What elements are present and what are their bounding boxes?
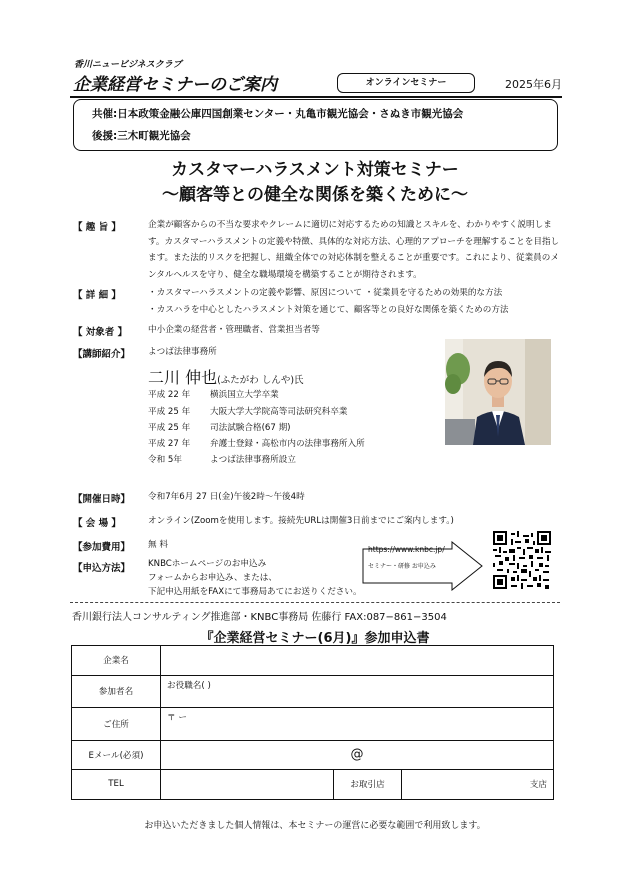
history-year-2: 平成 25 年	[148, 407, 191, 417]
history-text-5: よつば法律事務所設立	[210, 455, 296, 465]
details-label: 【 詳 細 】	[73, 290, 121, 301]
datetime-label: 【開催日時】	[73, 494, 131, 505]
participant-label: 参加者名	[72, 675, 161, 708]
history-year-3: 平成 25 年	[148, 423, 191, 433]
instructor-firm: よつば法律事務所	[148, 347, 217, 357]
address-field[interactable]	[161, 708, 554, 741]
branch-suffix: 支店	[529, 780, 547, 791]
fee-label: 【参加費用】	[73, 542, 131, 553]
application-form	[71, 645, 554, 800]
support-line: 後援:三木町観光協会	[92, 130, 191, 142]
history-text-4: 弁護士登録・高松市内の法律事務所入所	[210, 439, 365, 449]
venue-text: オンライン(Zoomを使用します。接続先URLは開催3日前までにご案内します。)	[148, 516, 454, 526]
position-prompt: お役職名( )	[167, 680, 211, 691]
datetime-text: 令和7年6月 27 日(金)午後2時〜午後4時	[148, 492, 305, 502]
details-line-2: ・カスハラを中心としたハラスメント対策を通じて、顧客等との良好な関係を築くための方法	[148, 305, 509, 315]
instructor-name: 二川 伸也	[148, 368, 218, 387]
bank-label: お取引店	[334, 770, 402, 800]
instructor-photo	[445, 339, 551, 445]
club-name: 香川ニュービジネスクラブ	[74, 60, 182, 70]
contact-info: 香川銀行法人コンサルティング推進部・KNBC事務局 佐藤行 FAX:087−861−3504	[72, 612, 447, 623]
tel-row	[72, 770, 554, 800]
cohost-line: 共催:日本政策金融公庫四国創業センター・丸亀市観光協会・さぬき市観光協会	[92, 108, 464, 120]
cut-line	[70, 602, 560, 603]
audience-text: 中小企業の経営者・管理職者、営業担当者等	[148, 325, 320, 335]
branch-field[interactable]	[402, 770, 554, 800]
company-row	[72, 646, 554, 676]
history-year-1: 平成 22 年	[148, 390, 191, 400]
participant-field[interactable]	[161, 675, 554, 708]
apply-line-3: 下記申込用紙をFAXにて事務局あてにお送りください。	[148, 587, 362, 597]
address-row	[72, 708, 554, 741]
history-text-1: 横浜国立大学卒業	[210, 390, 279, 400]
tel-label: TEL	[72, 770, 161, 800]
email-row	[72, 740, 554, 770]
instructor-name-line	[148, 365, 304, 388]
apply-label: 【申込方法】	[73, 563, 131, 574]
history-year-5: 令和 5年	[148, 455, 182, 465]
postal-prompt: 〒 ー	[167, 713, 187, 723]
history-text-2: 大阪大学大学院高等司法研究科卒業	[210, 407, 348, 417]
venue-label: 【 会 場 】	[73, 518, 121, 529]
audience-label: 【 対象者 】	[73, 327, 128, 338]
issue-date: 2025年6月	[505, 78, 562, 91]
apply-line-1: KNBCホームページのお申込み	[148, 559, 267, 569]
form-title: 『企業経営セミナー(6月)』参加申込書	[200, 631, 430, 646]
participant-row	[72, 675, 554, 708]
qr-code-icon	[493, 531, 551, 589]
instructor-label: 【講師紹介】	[73, 349, 131, 360]
history-text-3: 司法試験合格(67 期)	[210, 423, 291, 433]
details-line-1: ・カスタマーハラスメントの定義や影響、原因について ・従業員を守るための効果的な方法	[148, 288, 503, 298]
email-field[interactable]	[161, 740, 554, 770]
privacy-note: お申込いただきました個人情報は、本セミナーの運営に必要な範囲で利用致します。	[144, 821, 486, 831]
knbc-url-link[interactable]: https://www.knbc.jp/	[368, 545, 445, 554]
instructor-reading: (ふたがわ しんや)氏	[217, 375, 304, 386]
fee-text: 無 料	[148, 540, 168, 550]
company-label: 企業名	[72, 646, 161, 676]
seminar-title: カスタマーハラスメント対策セミナー	[171, 160, 459, 180]
knbc-url-path: セミナー・研修 お申込み	[368, 563, 436, 570]
at-sign: @	[350, 747, 364, 763]
purpose-text: 企業が顧客からの不当な要求やクレームに適切に対応するための知識とスキルを、わかりやすく説明します。カスタマーハラスメントの定義や特徴、具体的な対応方法、心理的アプローチを理解することを目指します。また法的リスクを把握し、組織全体での対応体制を整えることが重要です。これにより、従業員のメンタルヘルスを守り、健全な職場環境を構築することが期待されます。	[148, 220, 560, 280]
document-title: 企業経営セミナーのご案内	[73, 75, 277, 95]
seminar-subtitle: 〜顧客等との健全な関係を築くために〜	[162, 185, 468, 205]
purpose-label: 【 趣 旨 】	[73, 222, 121, 233]
format-badge: オンラインセミナー	[337, 73, 475, 93]
apply-line-2: フォームからお申込み、または、	[148, 573, 277, 583]
tel-field[interactable]	[161, 770, 334, 800]
title-underline	[70, 96, 562, 98]
email-label: Eメール(必須)	[72, 740, 161, 770]
history-year-4: 平成 27 年	[148, 439, 191, 449]
company-field[interactable]	[161, 646, 554, 676]
address-label: ご住所	[72, 708, 161, 741]
